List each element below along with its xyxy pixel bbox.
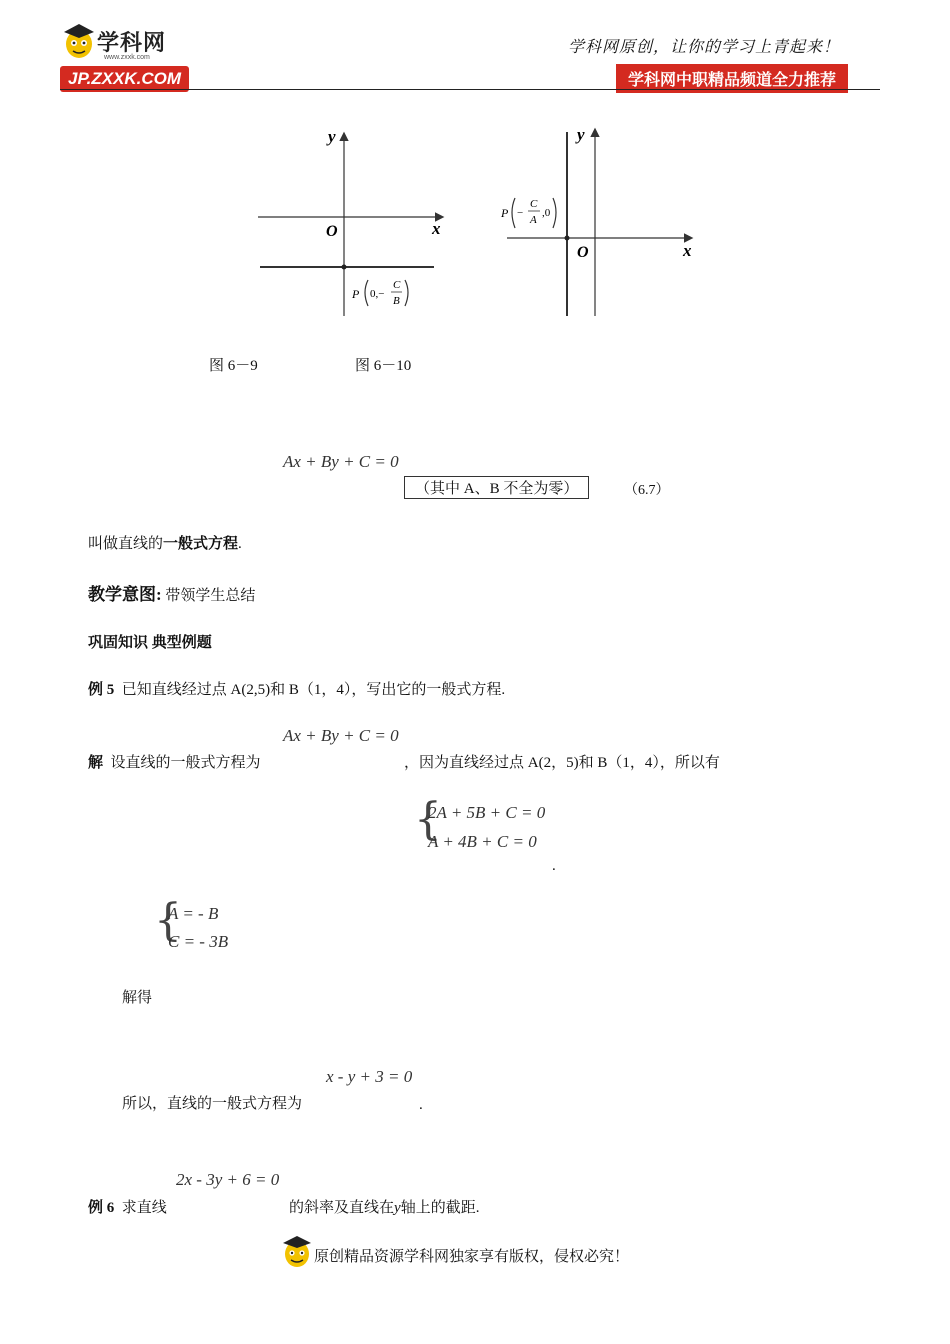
solution-text-1: 设直线的一般式方程为 bbox=[110, 755, 261, 771]
solved-label: 解得 bbox=[122, 990, 153, 1006]
example-5 bbox=[88, 678, 505, 699]
result-text: 所以，直线的一般式方程为 bbox=[122, 1096, 303, 1112]
example6-continuation bbox=[289, 1196, 479, 1217]
figure-6-10 bbox=[495, 120, 705, 320]
equation-number: （6.7） bbox=[624, 483, 670, 498]
system1-line1: 2A + 5B + C = 0 bbox=[428, 803, 546, 822]
intent-label: 教学意图: bbox=[88, 585, 162, 604]
definition-line bbox=[88, 532, 242, 553]
slogan: 学科网原创，让你的学习上青起来！ bbox=[568, 39, 841, 56]
solution-label: 解 bbox=[88, 755, 104, 771]
teaching-intent bbox=[88, 580, 255, 605]
frac-denominator: A bbox=[530, 214, 537, 226]
example6-text-1: 求直线 bbox=[121, 1200, 167, 1216]
logo-url: www.zxxk.com bbox=[104, 54, 150, 61]
frac-numerator: C bbox=[393, 279, 401, 291]
origin-label: O bbox=[577, 244, 589, 261]
system2-line2: C = - 3B bbox=[168, 932, 229, 951]
result-formula: x - y + 3 = 0 bbox=[326, 1067, 413, 1086]
footer-copyright: 原创精品资源学科网独家享有版权，侵权必究！ bbox=[314, 1249, 630, 1265]
origin-label: O bbox=[326, 223, 338, 240]
system1-period: . bbox=[552, 858, 556, 874]
solution-line bbox=[88, 751, 261, 772]
figure-6-9 bbox=[250, 120, 450, 320]
point-p-marker bbox=[342, 265, 347, 270]
point-coord: 0,− bbox=[370, 288, 385, 300]
system1-brace: { bbox=[414, 794, 442, 845]
result-period: . bbox=[419, 1097, 423, 1113]
point-coord-prefix: − bbox=[517, 207, 524, 219]
intent-text: 带领学生总结 bbox=[161, 588, 256, 604]
figure-6-10-caption: 图 6－10 bbox=[355, 358, 412, 374]
general-form-formula: Ax + By + C = 0 bbox=[283, 452, 399, 471]
logo-text: 学科网 bbox=[97, 30, 167, 55]
point-p-marker bbox=[565, 236, 570, 241]
point-p-label: P bbox=[501, 206, 509, 220]
system2-line1: A = - B bbox=[168, 904, 219, 923]
x-axis-label: x bbox=[432, 219, 441, 238]
x-axis-label: x bbox=[683, 241, 692, 260]
equation-note: （其中 A、B 不全为零） bbox=[404, 476, 589, 499]
example6-var: y bbox=[394, 1200, 401, 1216]
example6-text-3: 轴上的截距. bbox=[400, 1200, 480, 1216]
frac-numerator: C bbox=[530, 198, 538, 210]
definition-term: 一般式方程 bbox=[163, 536, 239, 552]
logo-mascot-icon bbox=[62, 22, 96, 62]
brand-badge: JP.ZXXK.COM bbox=[60, 66, 189, 92]
channel-badge: 学科网中职精品频道全力推荐 bbox=[616, 64, 848, 93]
solution-formula: Ax + By + C = 0 bbox=[283, 726, 399, 745]
definition-prefix: 叫做直线的 bbox=[88, 536, 164, 552]
y-axis-label: y bbox=[328, 127, 336, 146]
solution-text-2: ，因为直线经过点 A(2，5)和 B（1，4），所以有 bbox=[404, 755, 720, 771]
example6-text-2: 的斜率及直线在 bbox=[289, 1200, 395, 1216]
point-coord-suffix: ,0 bbox=[542, 207, 551, 219]
example6-label: 例 6 bbox=[88, 1200, 115, 1216]
example6-formula: 2x - 3y + 6 = 0 bbox=[176, 1170, 280, 1189]
figure-6-9-caption: 图 6－9 bbox=[209, 358, 258, 374]
header-divider bbox=[60, 89, 880, 90]
y-axis-label: y bbox=[577, 125, 585, 144]
system1-line2: A + 4B + C = 0 bbox=[428, 832, 537, 851]
footer-mascot-icon bbox=[282, 1234, 312, 1272]
definition-suffix: . bbox=[238, 536, 242, 552]
point-p-label: P bbox=[352, 287, 360, 301]
example5-text: 已知直线经过点 A(2,5)和 B（1，4），写出它的一般式方程. bbox=[121, 682, 506, 698]
frac-denominator: B bbox=[393, 295, 400, 307]
example5-label: 例 5 bbox=[88, 682, 115, 698]
section-title: 巩固知识 典型例题 bbox=[88, 635, 212, 651]
system2-brace: { bbox=[154, 895, 182, 946]
example-6 bbox=[88, 1196, 167, 1217]
